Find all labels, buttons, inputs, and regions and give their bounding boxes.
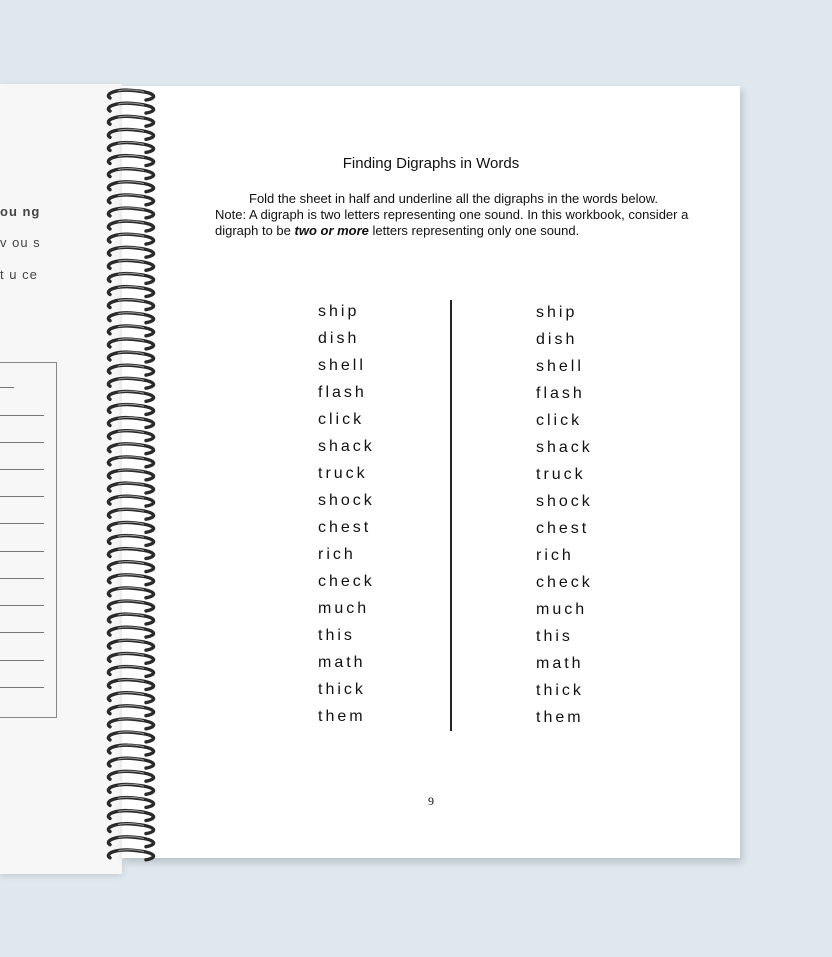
coil-loop bbox=[108, 745, 153, 755]
coil-loop bbox=[108, 640, 153, 650]
coil-loop bbox=[108, 116, 153, 126]
left-word-column bbox=[318, 298, 375, 730]
word: chest bbox=[536, 520, 590, 537]
worksheet-page bbox=[122, 86, 740, 858]
word: shell bbox=[318, 357, 366, 374]
word: much bbox=[318, 600, 370, 617]
coil-loop bbox=[108, 182, 153, 192]
coil-loop bbox=[108, 431, 153, 441]
coil-loop bbox=[108, 313, 153, 323]
word: this bbox=[536, 628, 573, 645]
coil-loop bbox=[108, 588, 153, 598]
coil-loop bbox=[108, 496, 153, 506]
coil-loop bbox=[108, 837, 153, 847]
word: them bbox=[536, 709, 584, 726]
answer-line bbox=[0, 687, 44, 688]
coil-loop bbox=[108, 470, 153, 480]
coil-loop bbox=[108, 667, 153, 677]
coil-loop bbox=[108, 260, 153, 270]
instruction-note-end: letters representing only one sound. bbox=[368, 223, 580, 238]
coil-loop bbox=[108, 562, 153, 572]
coil-loop bbox=[108, 90, 153, 100]
answer-line bbox=[0, 442, 44, 443]
coil-loop bbox=[108, 444, 153, 454]
coil-loop bbox=[108, 719, 153, 729]
coil-loop bbox=[108, 391, 153, 401]
word: dish bbox=[318, 330, 360, 347]
instruction-note bbox=[215, 207, 695, 239]
word: rich bbox=[536, 547, 574, 564]
coil-loop bbox=[108, 156, 153, 166]
left-page-fragment-2: v ou s bbox=[0, 235, 41, 250]
coil-loop bbox=[108, 706, 153, 716]
coil-loop bbox=[108, 457, 153, 467]
coil-loop bbox=[108, 811, 153, 821]
coil-loop bbox=[108, 405, 153, 415]
coil-loop bbox=[108, 418, 153, 428]
coil-loop bbox=[108, 509, 153, 519]
word: rich bbox=[318, 546, 356, 563]
coil-loop bbox=[108, 221, 153, 231]
coil-loop bbox=[108, 653, 153, 663]
word: click bbox=[318, 411, 365, 428]
coil-loop bbox=[108, 824, 153, 834]
coil-loop bbox=[108, 758, 153, 768]
left-page-fragment-1: ou ng bbox=[0, 204, 41, 219]
coil-loop bbox=[108, 798, 153, 808]
coil-loop bbox=[108, 326, 153, 336]
coil-loop bbox=[108, 234, 153, 244]
answer-line bbox=[0, 496, 44, 497]
word: math bbox=[536, 655, 584, 672]
word: click bbox=[536, 412, 583, 429]
left-page-answer-box bbox=[0, 362, 57, 718]
coil-loop bbox=[108, 339, 153, 349]
instructions bbox=[215, 191, 695, 239]
word: thick bbox=[536, 682, 584, 699]
coil-loop bbox=[108, 365, 153, 375]
word: shack bbox=[536, 439, 593, 456]
word: ship bbox=[318, 303, 360, 320]
coil-loop bbox=[108, 522, 153, 532]
coil-loop bbox=[108, 169, 153, 179]
answer-line bbox=[0, 551, 44, 552]
word: thick bbox=[318, 681, 366, 698]
word: shock bbox=[536, 493, 593, 510]
word: truck bbox=[318, 465, 368, 482]
answer-line bbox=[0, 469, 44, 470]
coil-loop bbox=[108, 483, 153, 493]
coil-loop bbox=[108, 247, 153, 257]
right-word-column bbox=[536, 299, 593, 731]
word: flash bbox=[536, 385, 585, 402]
page-title: Finding Digraphs in Words bbox=[342, 155, 520, 172]
coil-loop bbox=[108, 536, 153, 546]
coil-loop bbox=[108, 195, 153, 205]
answer-line bbox=[0, 415, 44, 416]
word: shock bbox=[318, 492, 375, 509]
coil-loop bbox=[108, 771, 153, 781]
answer-line bbox=[0, 632, 44, 633]
answer-line bbox=[0, 523, 44, 524]
answer-line bbox=[0, 605, 44, 606]
word: math bbox=[318, 654, 366, 671]
word: chest bbox=[318, 519, 372, 536]
answer-line bbox=[0, 387, 14, 388]
spiral-binding-icon bbox=[98, 86, 162, 866]
word: check bbox=[536, 574, 593, 591]
word: them bbox=[318, 708, 366, 725]
coil-loop bbox=[108, 549, 153, 559]
page-number: 9 bbox=[428, 794, 434, 808]
coil-loop bbox=[108, 784, 153, 794]
coil-loop bbox=[108, 287, 153, 297]
coil-loop bbox=[108, 352, 153, 362]
coil-loop bbox=[108, 601, 153, 611]
coil-loop bbox=[108, 693, 153, 703]
instruction-emphasis: two or more bbox=[294, 223, 369, 238]
fold-divider-line bbox=[450, 300, 452, 731]
instruction-fold: Fold the sheet in half and underline all the digraphs in the words below. bbox=[249, 191, 659, 206]
coil-loop bbox=[108, 680, 153, 690]
word: ship bbox=[536, 304, 578, 321]
coil-loop bbox=[108, 129, 153, 139]
coil-loop bbox=[108, 378, 153, 388]
answer-line bbox=[0, 578, 44, 579]
word: this bbox=[318, 627, 355, 644]
word: shack bbox=[318, 438, 375, 455]
word: much bbox=[536, 601, 588, 618]
coil-loop bbox=[108, 143, 153, 153]
word: shell bbox=[536, 358, 584, 375]
coil-loop bbox=[108, 575, 153, 585]
left-page-fragment-3: t u ce bbox=[0, 267, 38, 282]
word: truck bbox=[536, 466, 586, 483]
instruction-note-text: Note: A digraph is two letters representing one sound. In this workbook, consider a digraph to be bbox=[215, 207, 689, 238]
word: flash bbox=[318, 384, 367, 401]
coil-loop bbox=[108, 274, 153, 284]
word: check bbox=[318, 573, 375, 590]
coil-loop bbox=[108, 208, 153, 218]
coil-loop bbox=[108, 103, 153, 113]
coil-loop bbox=[108, 300, 153, 310]
word: dish bbox=[536, 331, 578, 348]
coil-loop bbox=[108, 614, 153, 624]
coil-loop bbox=[108, 732, 153, 742]
coil-loop bbox=[108, 850, 153, 860]
answer-line bbox=[0, 660, 44, 661]
coil-loop bbox=[108, 627, 153, 637]
